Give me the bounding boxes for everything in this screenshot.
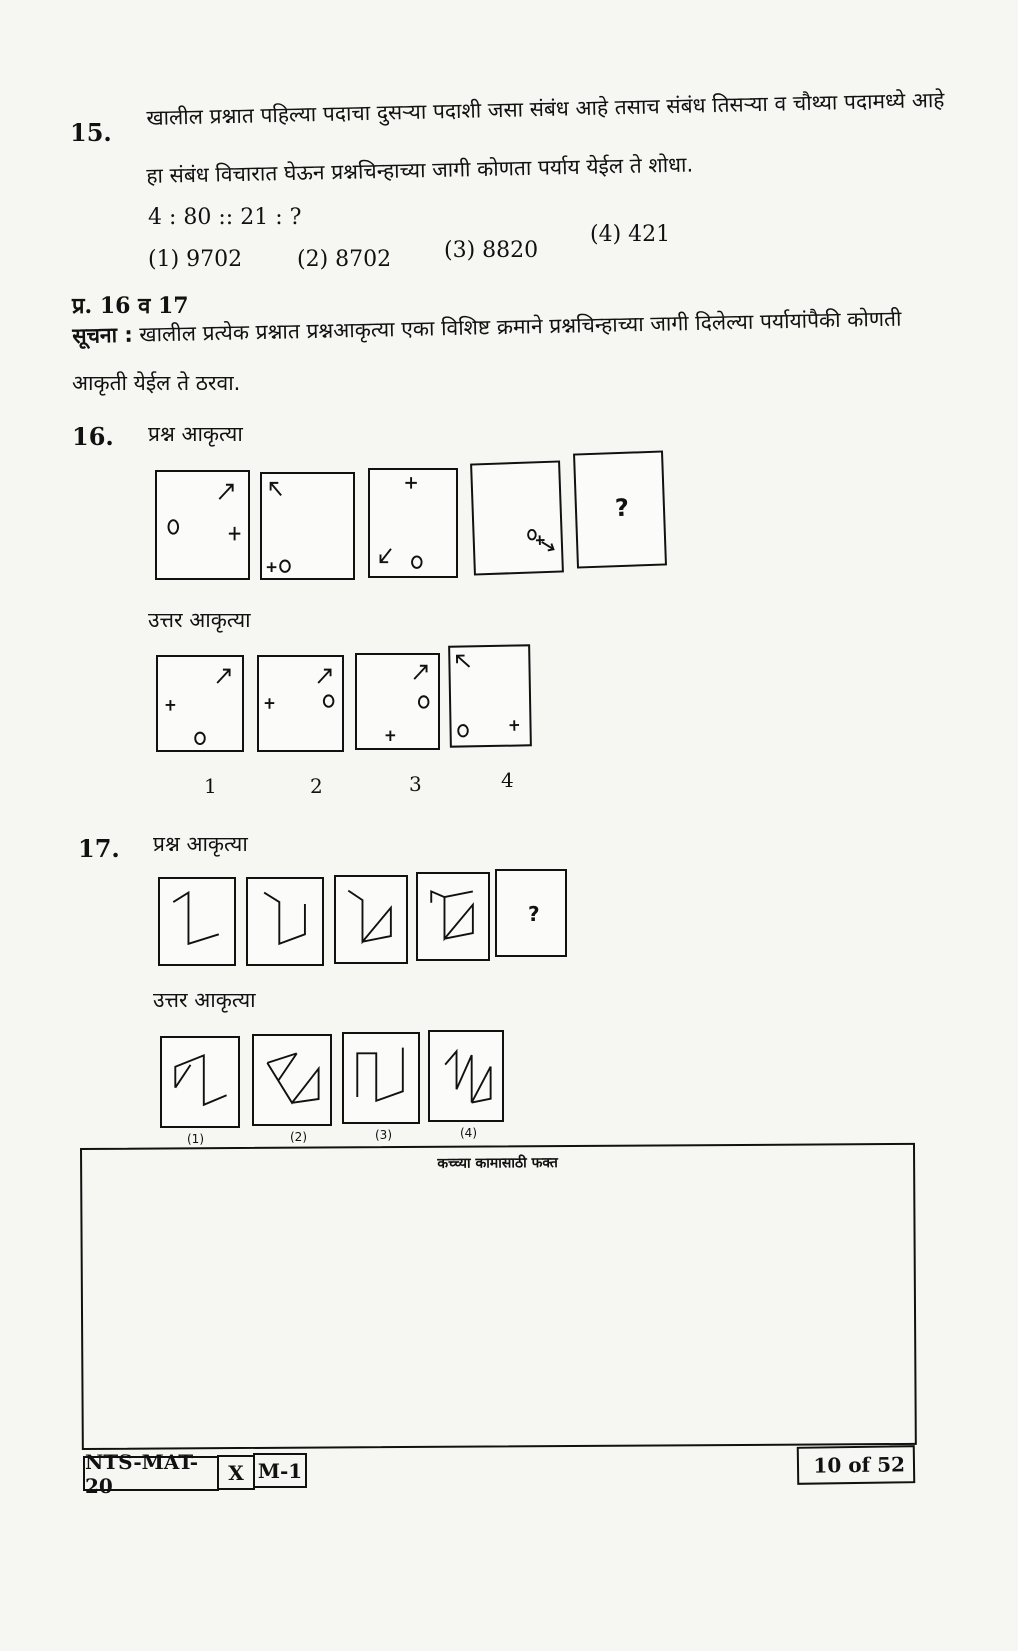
instruction-text-line2: आकृती येईल ते ठरवा. [72, 371, 241, 395]
q16-answer-figure-2[interactable] [257, 655, 344, 752]
q17-question-label: प्रश्न आकृत्या [153, 832, 248, 856]
q16-answer-number-4: 4 [501, 768, 514, 792]
q17-answer-number-3: (3) [375, 1128, 392, 1142]
q16-number: 16. [72, 422, 114, 451]
footer-page-number: 10 of 52 [797, 1445, 916, 1485]
q16-answer-figure-1[interactable] [156, 655, 244, 752]
q17-answer-figure-4[interactable] [428, 1030, 504, 1122]
q16-question-figure-4 [470, 460, 564, 575]
q16-question-figure-3 [368, 468, 458, 578]
question-mark: ? [614, 493, 630, 523]
q16-answer-figure-4[interactable] [448, 644, 532, 747]
q15-text-line1: खालील प्रश्नात पहिल्या पदाचा दुसऱ्या पदाशी जसा संबंध आहे तसाच संबंध तिसऱ्या व चौथ्या पदामध्ये आहे [146, 87, 945, 130]
question-mark: ? [528, 902, 540, 926]
q17-answer-figure-1[interactable] [160, 1036, 240, 1128]
footer-class: X [217, 1455, 255, 1490]
q15-number: 15. [70, 118, 112, 147]
q17-question-figure-2 [246, 877, 324, 966]
instruction-label: सूचना : [72, 322, 133, 348]
q17-answer-number-4: (4) [460, 1126, 477, 1140]
instruction-text: खालील प्रत्येक प्रश्नात प्रश्नआकृत्या एका विशिष्ट क्रमाने प्रश्नचिन्हाच्या जागी दिलेल्या पर्यायांपैकी कोणती [139, 306, 902, 347]
q16-answer-number-3: 3 [409, 772, 422, 796]
q15-option-3[interactable]: (3) 8820 [444, 238, 539, 263]
q17-question-figure-5 [495, 869, 567, 957]
q15-option-4[interactable]: (4) 421 [590, 222, 671, 247]
q17-number: 17. [78, 834, 120, 863]
q16-question-figure-5 [573, 450, 667, 568]
q17-answer-figure-2[interactable] [252, 1034, 332, 1126]
q16-answer-figure-3[interactable] [355, 653, 440, 750]
rough-work-label: कच्च्या कामासाठी फक्त [437, 1155, 558, 1172]
q17-question-figure-1 [158, 877, 236, 966]
q17-question-figure-4 [416, 872, 490, 961]
q15-expression: 4 : 80 :: 21 : ? [148, 205, 302, 230]
q17-question-figure-3 [334, 875, 408, 964]
q16-answer-label: उत्तर आकृत्या [148, 608, 251, 632]
q16-question-figure-2 [260, 472, 355, 580]
q16-question-label: प्रश्न आकृत्या [148, 422, 243, 446]
q17-answer-number-1: (1) [187, 1132, 204, 1146]
q16-17-title: प्र. 16 व 17 [72, 293, 189, 319]
q16-answer-number-1: 1 [204, 774, 217, 798]
rough-work-box [80, 1143, 917, 1450]
q16-answer-number-2: 2 [310, 774, 323, 798]
q15-option-1[interactable]: (1) 9702 [148, 247, 243, 272]
q17-answer-number-2: (2) [290, 1130, 307, 1144]
q17-answer-figure-3[interactable] [342, 1032, 420, 1124]
q17-answer-label: उत्तर आकृत्या [153, 988, 256, 1012]
q15-option-2[interactable]: (2) 8702 [297, 247, 392, 272]
q15-text-line2: हा संबंध विचारात घेऊन प्रश्नचिन्हाच्या जागी कोणता पर्याय येईल ते शोधा. [146, 152, 694, 188]
footer-exam-code: NTS-MAT-20 [83, 1456, 219, 1491]
footer-medium: M-1 [253, 1453, 307, 1488]
q16-question-figure-1 [155, 470, 250, 580]
